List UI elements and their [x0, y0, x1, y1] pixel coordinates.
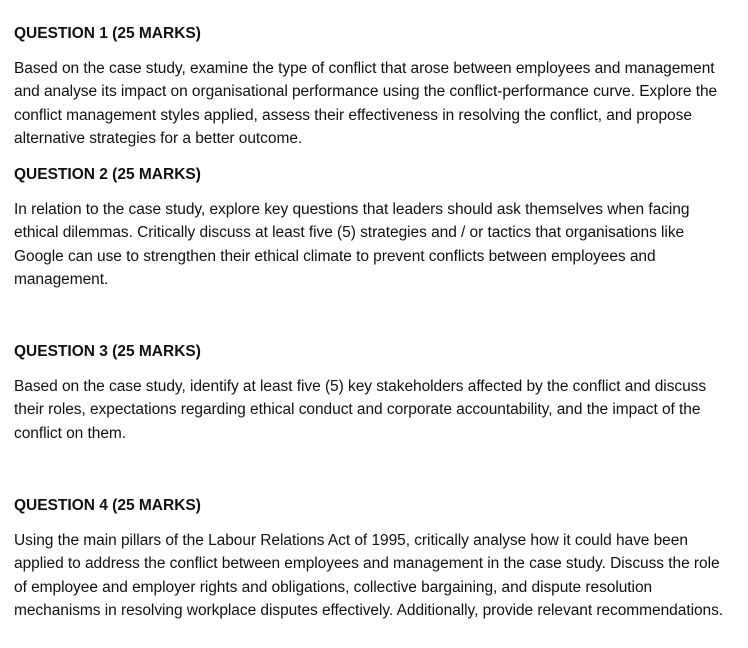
question-4-text: Using the main pillars of the Labour Relations Act of 1995, critically analyse how it could have been applied to address the conflict between employees and management in the case study. Discuss the role of employee and employer rights and obligations, collective bargaining, and dispute resolution mechanisms in resolving workplace disputes effectively. Additionally, provide relevant recommendations.: [14, 532, 724, 620]
question-4-heading: QUESTION 4 (25 MARKS): [14, 497, 201, 514]
question-3-heading: QUESTION 3 (25 MARKS): [14, 343, 201, 360]
question-2-heading: QUESTION 2 (25 MARKS): [14, 166, 201, 183]
question-3-text: Based on the case study, identify at least five (5) key stakeholders affected by the conflict and discuss their roles, expectations regarding ethical conduct and corporate accountability, and the impact of the conflict on them.: [14, 378, 707, 442]
question-1-heading: QUESTION 1 (25 MARKS): [14, 25, 201, 42]
question-2-text: In relation to the case study, explore key questions that leaders should ask themselves when facing ethical dilemmas. Critically discuss at least five (5) strategies and / or tactics that organisations like Google can use to strengthen their ethical climate to prevent conflicts between employees and management.: [14, 201, 690, 289]
question-1-text: Based on the case study, examine the type of conflict that arose between employees and management and analyse its impact on organisational performance using the conflict-performance curve. Explore the conflict management styles applied, assess their effectiveness in resolving the conflict, and propose alternative strategies for a better outcome.: [14, 60, 718, 148]
